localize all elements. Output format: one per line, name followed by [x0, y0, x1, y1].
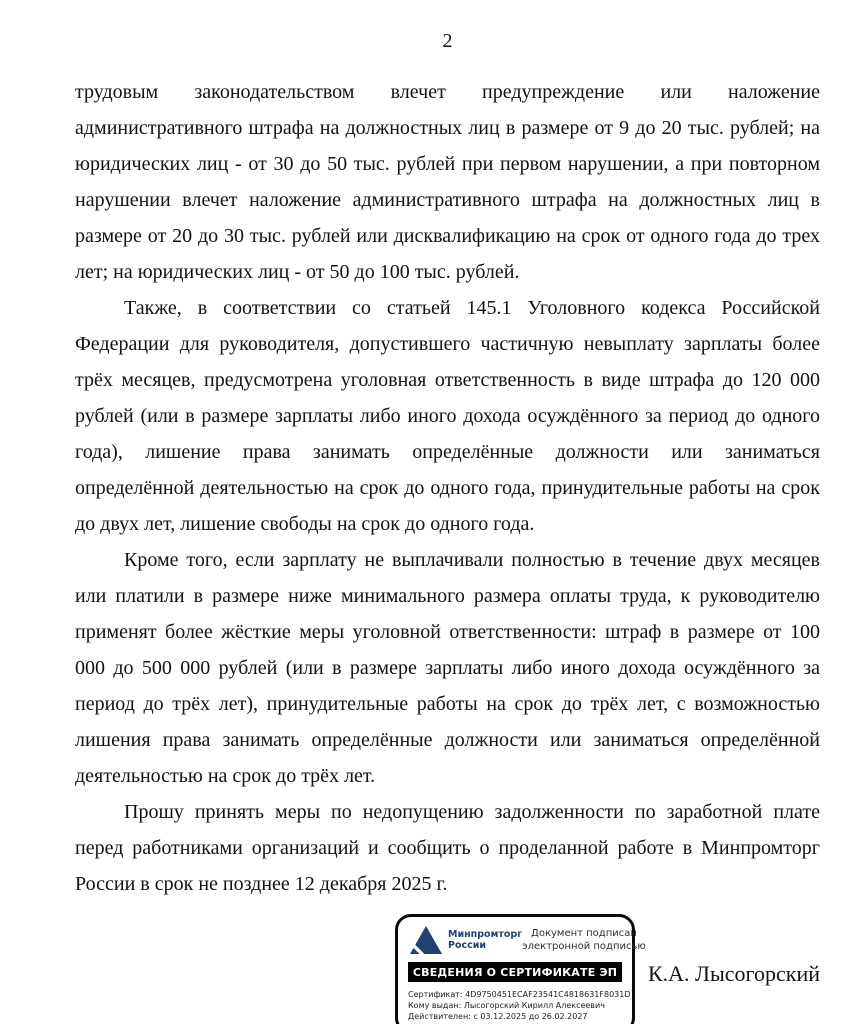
issued-to-label: Кому выдан:: [408, 1001, 462, 1010]
stamp-signed-line1: Документ подписан: [531, 928, 637, 939]
page-number: 2: [442, 30, 453, 52]
digital-signature-stamp: [395, 914, 646, 1024]
stamp-org-line1: Минпромторг: [448, 928, 523, 940]
paragraph-criminal-liability: Также, в соответствии со статьей 145.1 Уголовного кодекса Российской Федерации для руководителя, допустившего частичную невыплату зарплаты более трёх месяцев, предусмотрена уголовная ответственность в виде штрафа до 120 000 рублей (или в размере зарплаты либо иного дохода осуждённого за период до одного года), лишение права занимать определённые должности или заниматься определённой деятельностью на срок до одного года, принудительные работы на срок до двух лет, лишение свободы на срок до одного года.: [75, 297, 820, 535]
document-body: [75, 74, 820, 902]
paragraph-stricter-measures: Кроме того, если зарплату не выплачивали полностью в течение двух месяцев или платили в размере ниже минимального размера оплаты труда, к руководителю применят более жёсткие меры уголовной ответственности: штраф в размере от 100 000 до 500 000 рублей (или в размере зарплаты либо иного дохода осуждённого за период до трёх лет), принудительные работы на срок до трёх лет, с возможностью лишения права занимать определённые должности или заниматься определённой деятельностью на срок до трёх лет.: [75, 549, 820, 787]
stamp-org-name: [448, 929, 522, 952]
signer-name: К.А. Лысогорский: [647, 961, 820, 986]
stamp-org-line2: России: [448, 940, 487, 951]
stamp-signed-caption: [522, 927, 647, 953]
issued-to-line: [408, 1000, 622, 1011]
certificate-info-bar: СВЕДЕНИЯ О СЕРТИФИКАТЕ ЭП: [408, 962, 622, 982]
signature-block: [395, 914, 820, 1024]
certificate-details: [408, 989, 631, 1022]
valid-line: [408, 1011, 622, 1022]
valid-value: с 03.12.2025 до 26.02.2027: [473, 1012, 588, 1021]
stamp-header: [408, 926, 646, 954]
paragraph-continuation: трудовым законодательством влечет предупреждение или наложение административного штрафа на должностных лиц в размере от 9 до 20 тыс. рублей; на юридических лиц - от 30 до 50 тыс. рублей при первом нарушении, а при повторном нарушении влечет наложение административного штрафа на должностных лиц в размере от 20 до 30 тыс. рублей или дисквалификацию на срок от одного года до трех лет; на юридических лиц - от 50 до 100 тыс. рублей.: [75, 81, 820, 283]
issued-to-value: Лысогорский Кирилл Алексеевич: [463, 1001, 605, 1010]
certificate-line: [408, 989, 631, 1000]
certificate-value: 4D9750451ECAF23541C4818631F8031D: [465, 990, 631, 999]
stamp-signed-line2: электронной подписью: [522, 941, 646, 952]
paragraph-request: Прошу принять меры по недопущению задолженности по заработной плате перед работниками организаций и сообщить о проделанной работе в Минпромторг России в срок не позднее 12 декабря 2025 г.: [75, 801, 820, 895]
valid-label: Действителен:: [408, 1012, 471, 1021]
minpromtorg-logo-icon: [410, 926, 442, 954]
certificate-label: Сертификат:: [408, 990, 463, 999]
